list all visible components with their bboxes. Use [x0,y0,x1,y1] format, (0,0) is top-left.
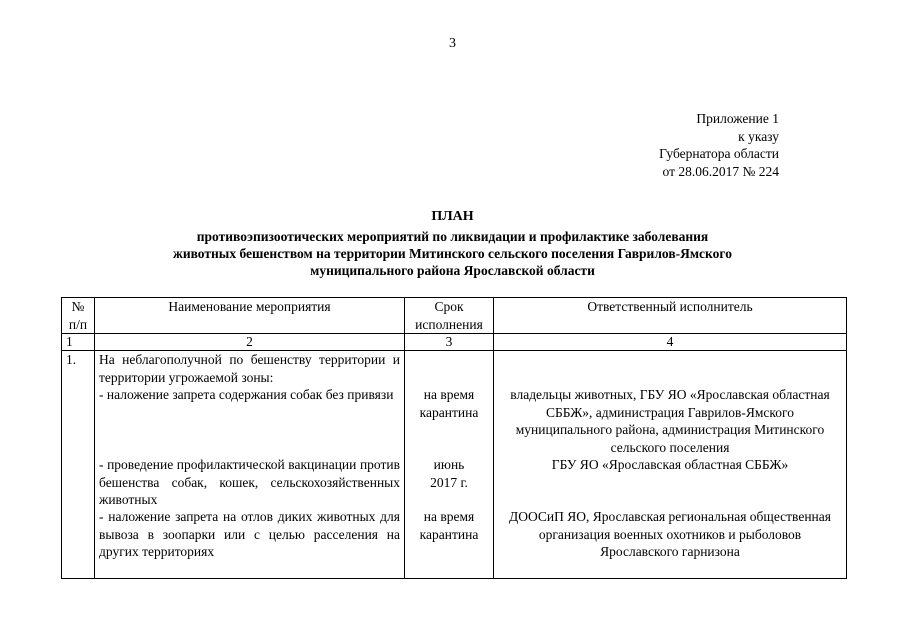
measure-item: - наложение запрета на отлов диких животных для вывоза в зоопарки или с целью расселения на других территориях [99,509,400,559]
header-name: Наименование мероприятия [95,298,405,334]
term-value: июнь 2017 г. [430,457,468,490]
header-responsible: Ответственный исполнитель [494,298,847,334]
measure-item: - наложение запрета содержания собак без привязи [99,387,394,402]
appendix-line: от 28.06.2017 № 224 [662,163,779,179]
term-cell [405,351,494,579]
appendix-line: к указу [738,128,779,144]
table-row [62,351,847,579]
responsible-value: ГБУ ЯО «Ярославская областная СББЖ» [551,457,789,472]
header-num: № п/п [62,298,95,334]
column-number: 1 [62,334,95,351]
page-number: 3 [449,36,456,51]
subtitle-line: муниципального района Ярославской области [310,263,595,278]
plan-title: ПЛАН [431,209,474,224]
responsible-value: владельцы животных, ГБУ ЯО «Ярославская областная СББЖ», администрация Гаврилов-Ямского муниципального района, администрация Митинского сельского поселения [510,387,830,455]
appendix-line: Губернатора области [659,146,779,161]
term-value: на время карантина [419,509,479,542]
header-term: Срок исполнения [405,298,494,334]
subtitle-line: животных бешенством на территории Митинского сельского поселения Гаврилов-Ямского [173,246,732,261]
subtitle-line: противоэпизоотических мероприятий по ликвидации и профилактике заболевания [196,229,709,244]
responsible-value: ДООСиП ЯО, Ярославская региональная общественная организация военных охотников и рыболовов Ярославского гарнизона [509,509,831,559]
row-number: 1. [62,351,95,579]
plan-subtitle [120,228,785,279]
column-number-row [62,334,847,351]
appendix-reference [659,110,779,180]
responsible-cell [494,351,847,579]
term-value: на время карантина [419,387,479,420]
measure-intro: На неблагополучной по бешенству территории и территории угрожаемой зоны: [99,352,400,385]
column-number: 4 [494,334,847,351]
column-number: 3 [405,334,494,351]
measure-item: - проведение профилактической вакцинации против бешенства собак, кошек, сельскохозяйственных животных [99,457,400,507]
table-header-row [62,298,847,334]
column-number: 2 [95,334,405,351]
measure-cell [95,351,405,579]
plan-table [61,297,847,579]
appendix-line: Приложение 1 [696,111,779,126]
